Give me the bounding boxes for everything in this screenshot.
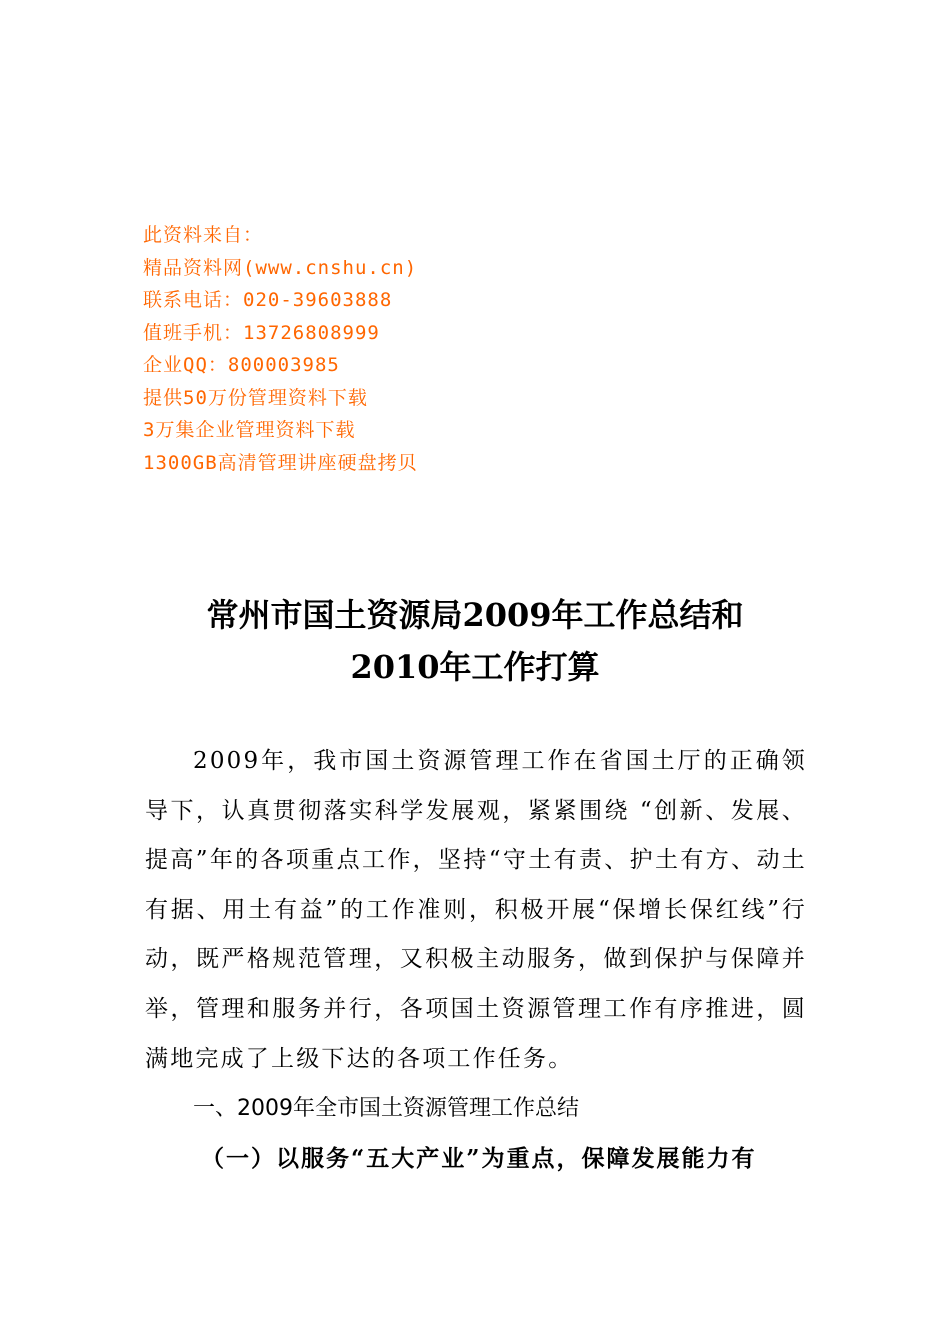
source-line-offer-lectures: 1300GB高清管理讲座硬盘拷贝 [143, 451, 418, 474]
source-line-phone: 联系电话：020-39603888 [143, 289, 393, 311]
source-line-origin: 此资料来自： [143, 224, 264, 246]
intro-paragraph: 2009年，我市国土资源管理工作在省国土厅的正确领导下，认真贯彻落实科学发展观，紧紧围绕 “创新、发展、提高”年的各项重点工作，坚持“守土有责、护土有方、动土有据、用土有益”的工作准则，积极开展“保增长保红线”行动，既严格规范管理，又积极主动服务，做到保护与保障并举，管理和服务并行，各项国土资源管理工作有序推进，圆满地完成了上级下达的各项工作任务。 [145, 748, 807, 1072]
source-line-qq: 企业QQ：800003985 [143, 354, 340, 376]
document-title [0, 590, 950, 692]
source-line-offer-videos: 3万集企业管理资料下载 [143, 419, 356, 441]
source-line-website: 精品资料网(www.cnshu.cn) [143, 256, 418, 279]
title-line-2: 2010年工作打算 [350, 648, 600, 686]
document-body [145, 737, 807, 1184]
source-info-block [143, 219, 643, 479]
section-heading-1: 一、2009年全市国土资源管理工作总结 [193, 1096, 579, 1122]
title-line-1: 常州市国土资源局2009年工作总结和 [206, 596, 744, 634]
source-line-mobile: 值班手机：13726808999 [143, 321, 380, 344]
subsection-heading-1: （一）以服务“五大产业”为重点，保障发展能力有 [201, 1145, 757, 1173]
source-line-offer-docs: 提供50万份管理资料下载 [143, 386, 368, 409]
